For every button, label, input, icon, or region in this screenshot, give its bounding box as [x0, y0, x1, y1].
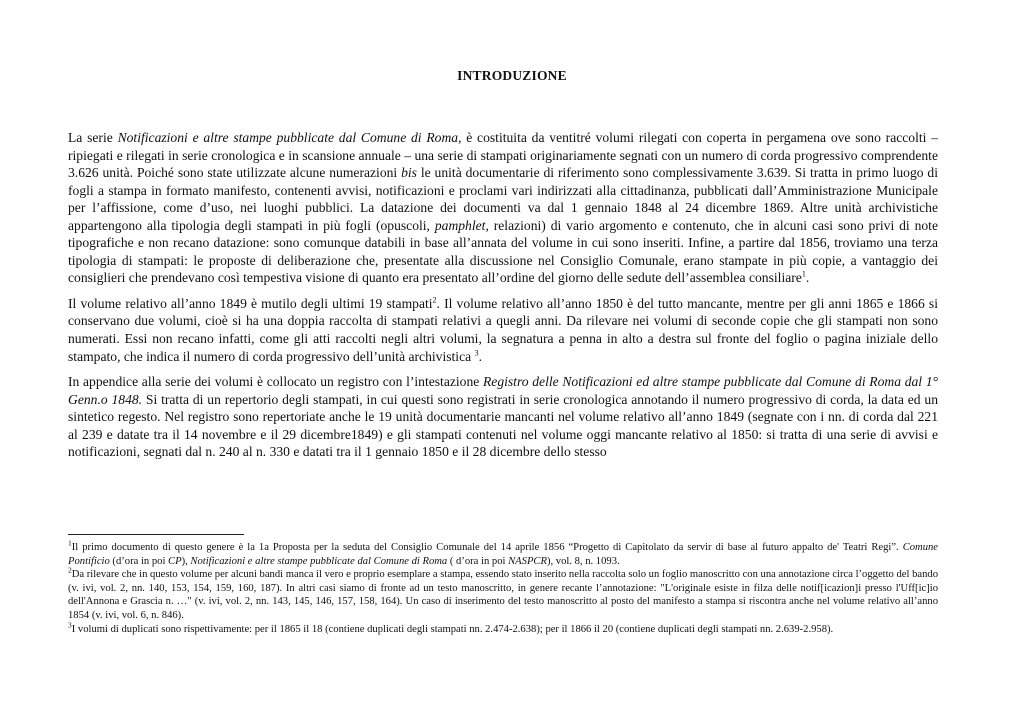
paragraph-3: [68, 373, 938, 461]
paragraph-1: [68, 129, 938, 287]
text-run: ),: [181, 555, 191, 567]
text-run: Il volume relativo all’anno 1849 è mutilo degli ultimi 19 stampati: [68, 295, 433, 311]
text-run: ), vol. 8, n. 1093.: [546, 555, 620, 567]
footnote-number: 1: [68, 538, 72, 548]
text-run: . Il volume relativo all’anno 1850 è del tutto mancante, mentre per gli anni 1865 e 1866 si conservano due volumi, cioè si ha una doppia raccolta di stampati relativi a quegli anni. Da rilevare nei volumi di seconde copie che gli stampati non sono numerati. Essi non recano infatti, come gli atti raccolti negli altri volumi, la segnatura a penna in alto a destra sul fronte del foglio o pagina iniziale dello stampato, che indica il numero di corda progressivo dell’unità archivistica: [68, 295, 938, 364]
italic-term: Comune Pontificio: [68, 542, 938, 567]
paragraph-2: [68, 295, 938, 365]
italic-term: bis: [401, 165, 417, 181]
text-run: (d’ora in poi: [109, 555, 169, 567]
text-run: , è costituita da ventitré volumi rilegati con coperta in pergamena ove sono raccolti – ripiegati e rilegati in serie cronologica e in scansione annuale – una serie di stampati originariamente segnati con un numero di corda progressivo comprendente 3.626 unità. Poiché sono state utilizzate alcune numerazioni: [68, 130, 939, 181]
text-run: Il primo documento di questo genere è la 1a Proposta per la seduta del Consiglio Comunale del 14 aprile 1856 “Progetto di Capitolato da servir di base al futuro appalto de' Teatri Regi”.: [71, 542, 903, 553]
text-run: .: [805, 270, 810, 286]
footnote-number: 2: [68, 565, 72, 575]
footnote-ref: 3: [474, 348, 479, 358]
italic-term: pamphlet: [434, 217, 486, 233]
text-run: I volumi di duplicati sono rispettivamente: per il 1865 il 18 (contiene duplicati degli stampati nn. 2.474-2.638); per il 1866 il 20 (contiene duplicati degli stampati nn. 2.639-2.958).: [71, 623, 834, 635]
footnote-separator: [68, 534, 244, 535]
footnote-1: [68, 538, 938, 568]
text-run: , relazioni) di vario argomento e contenuto, che in alcuni casi sono privi di note tipografiche e non recano datazione: sono comunque databili in base all’annata del volume in cui sono inseriti. Infine, a partire dal 1856, troviamo una terza tipologia di stampati: le proposte di deliberazione che, presentate alla discussione nel Consiglio Comunale, erano stampate in più copie, a vantaggio dei consiglieri che prendevano così tempestiva visione di quanto era presentato all’ordine del giorno delle sedute dell’assemblea consiliare: [68, 217, 938, 286]
series-title-italic: Notificazioni e altre stampe pubblicate dal Comune di Roma: [117, 130, 459, 145]
text-run: .: [478, 348, 482, 364]
footnote-ref: 1: [801, 269, 806, 279]
italic-term: NASPCR: [508, 555, 547, 567]
text-run: Si tratta di un repertorio degli stampati, in cui questi sono registrati in serie cronologica annotando il numero progressivo di corda, la data ed un sintetico regesto. Nel registro sono repertoriate anche le 19 unità documentarie mancanti nel volume relativo all’anno 1849 (segnate con i nn. di corda dal 221 al 239 e datate tra il 14 novembre e il 29 dicembre1849) e gli stampati contenuti nel volume oggi mancante relativo al 1850: si tratta di una serie di avvisi e notificazioni, segnati dal n. 240 al n. 330 e datati tra il 1 gennaio 1850 e il 28 dicembre dello stesso: [68, 391, 938, 460]
page-title: INTRODUZIONE: [457, 68, 567, 83]
text-run: le unità documentarie di riferimento sono complessivamente 3.639. Si tratta in primo luogo di fogli a stampa in formato manifesto, contenenti avvisi, notificazioni e proclami vari indirizzati alla cittadinanza, pubblicati dall’Amministrazione Municipale per l’affissione, come d’uso, nei luoghi pubblici. La datazione dei documenti va dal 1 gennaio 1848 al 24 dicembre 1869. Altre unità archivistiche appartengono alla tipologia degli stampati in più fogli (opuscoli,: [68, 165, 939, 233]
footnote-3: [68, 620, 938, 637]
italic-term: Notificazioni e altre stampe pubblicate dal Comune di Roma: [190, 555, 448, 567]
italic-term: CP: [168, 555, 182, 567]
text-run: In appendice alla serie dei volumi è collocato un registro con l’intestazione: [68, 374, 483, 390]
text-run: La serie: [68, 130, 118, 145]
footnote-2: [68, 565, 938, 622]
footnote-ref: 2: [432, 295, 437, 305]
register-title-italic: Registro delle Notificazioni ed altre stampe pubblicate dal Comune di Roma dal 1° Genn.o 1848.: [68, 374, 938, 407]
footnote-number: 3: [68, 620, 72, 630]
body-text: [68, 129, 938, 469]
text-run: Da rilevare che in questo volume per alcuni bandi manca il vero e proprio esemplare a stampa, essendo stato inserito nella raccolta solo un foglio manoscritto con una annotazione circa l’oggetto del bando (v. ivi, vol. 2, nn. 140, 153, 154, 159, 160, 187). In altri casi siamo di fronte ad un testo manoscritto, in genere recante l’annotazione: "L'originale esiste in filza delle notif[icazion]i presso l'Uff[ic]io dell'Annona e Grascia n. …" (v. ivi, vol. 2, nn. 143, 145, 146, 157, 158, 164). Un caso di inserimento del testo manoscritto al posto del manifesto a stampa si riscontra anche nel volume relativo all’anno 1854 (v. ivi, vol. 6, n. 846).: [68, 569, 938, 621]
text-run: ( d’ora in poi: [447, 555, 509, 567]
footnotes: [68, 538, 938, 636]
